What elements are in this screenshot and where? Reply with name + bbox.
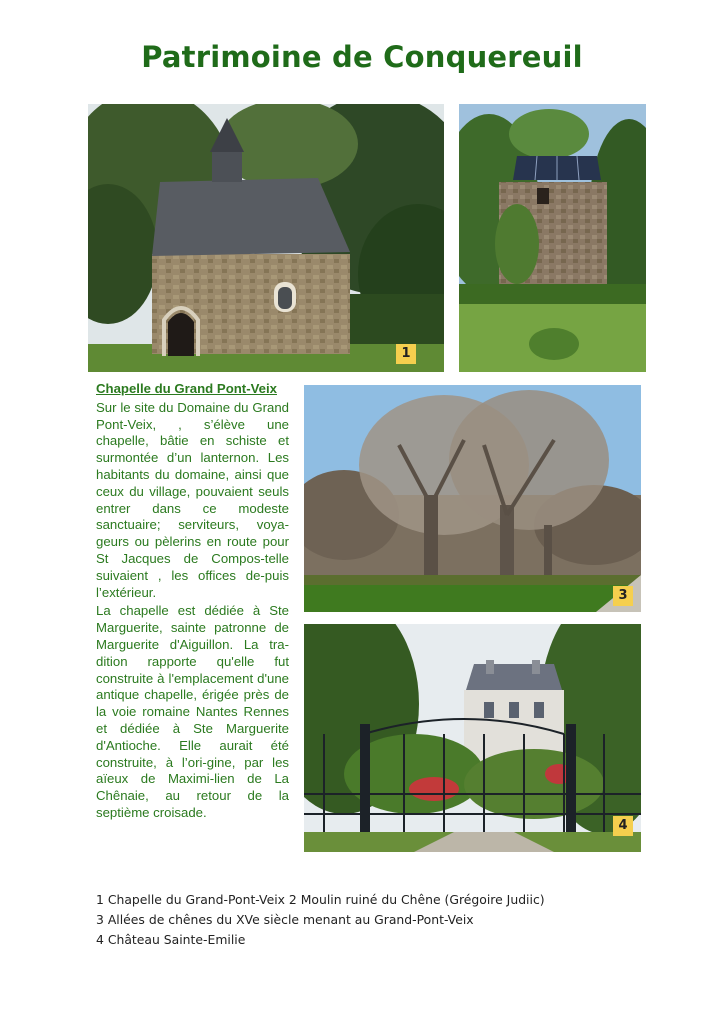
photo-number-badge-4: 4 (613, 816, 633, 836)
article-heading: Chapelle du Grand Pont-Veix (96, 381, 277, 396)
page-title: Patrimoine de Conquereuil (141, 40, 583, 74)
photo-chateau-gate (304, 624, 641, 852)
photo-oak-avenue (304, 385, 641, 612)
article (96, 381, 289, 824)
caption-line-3: 4 Château Sainte-Emilie (96, 932, 246, 947)
photo-number-badge-1: 1 (396, 344, 416, 364)
photo-chapel (88, 104, 444, 372)
caption-line-1: 1 Chapelle du Grand-Pont-Veix 2 Moulin ruiné du Chêne (Grégoire Judiic) (96, 892, 545, 907)
article-paragraph-1: Sur le site du Domaine du Grand Pont-Veix, , s’élève une chapelle, bâtie en schiste et surmontée d’un lanternon. Les habitants du domaine, ainsi que ceux du village, pouvaient seuls entrer dans ce modeste sanctuaire; serviteurs, voya-geurs ou pèlerins en route pour St Jacques de Compos-telle suivaient , les offices de-puis l’extérieur. (96, 399, 289, 600)
caption-line-2: 3 Allées de chênes du XVe siècle menant au Grand-Pont-Veix (96, 912, 474, 927)
article-paragraph-2: La chapelle est dédiée à Ste Marguerite, sainte patronne de Marguerite d'Aiguillon. La tra-dition rapporte qu'elle fut construite à l'emplacement d'une antique chapelle, érigée près de la voie romaine Nantes Rennes et dédiée à Ste Marguerite d'Antioche. Elle aurait été construite, à l’ori-gine, par les aïeux de Maximi-lien de La Chênaie, au retour de la septième croisade. (96, 603, 289, 820)
photo-number-badge-3: 3 (613, 586, 633, 606)
photo-windmill (459, 104, 646, 372)
photo-captions (96, 890, 656, 950)
